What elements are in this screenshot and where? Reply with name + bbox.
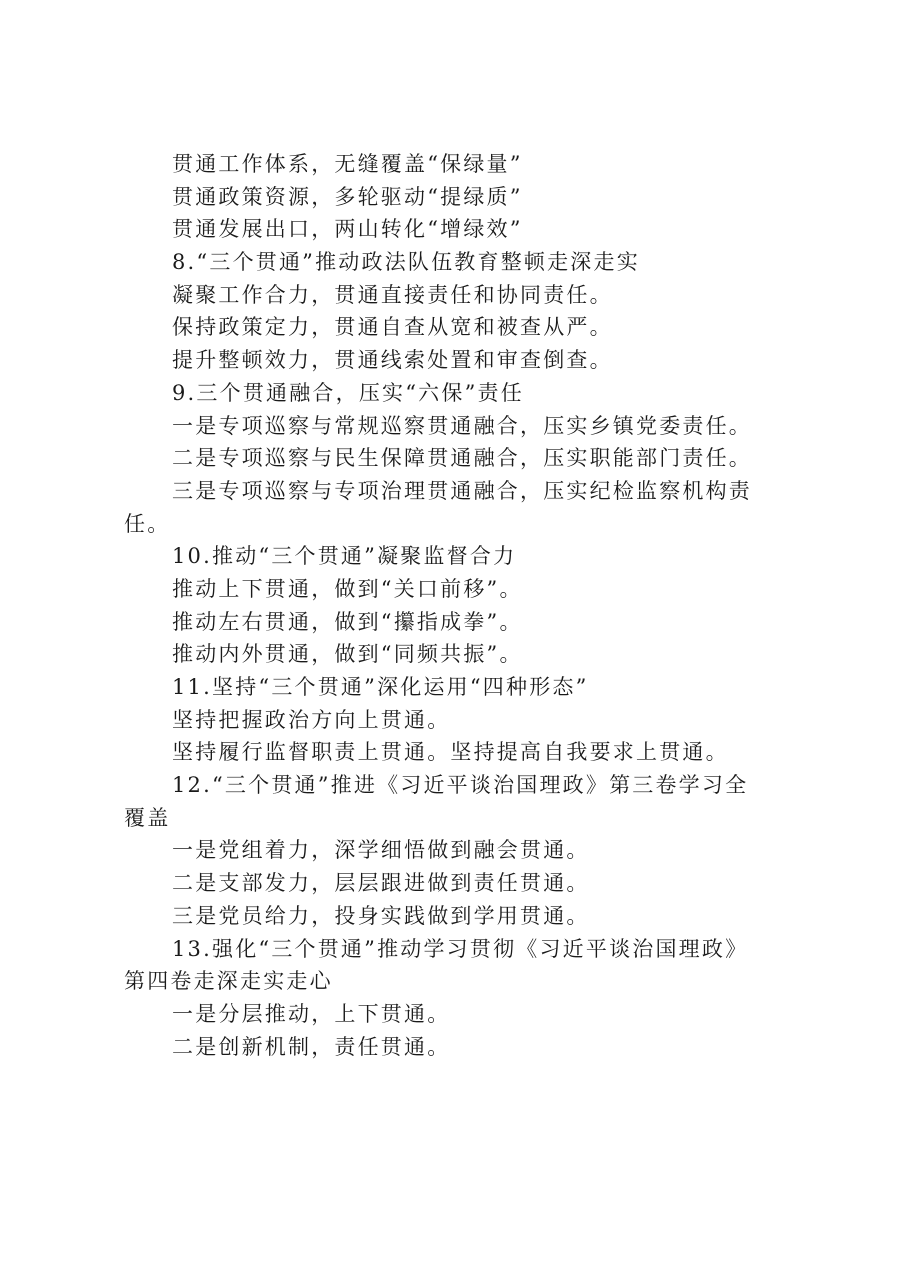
text-line: 推动上下贯通，做到“关口前移”。 xyxy=(172,576,523,601)
text-line: 三是党员给力，投身实践做到学用贯通。 xyxy=(172,903,590,928)
text-line: 一是专项巡察与常规巡察贯通融合，压实乡镇党委责任。 xyxy=(172,413,752,438)
text-line: 坚持履行监督职责上贯通。坚持提高自我要求上贯通。 xyxy=(172,740,729,765)
text-line: 凝聚工作合力，贯通直接责任和协同责任。 xyxy=(172,282,613,307)
section-heading: 10.推动“三个贯通”凝聚监督合力 xyxy=(172,544,517,569)
text-line: 一是党组着力，深学细悟做到融会贯通。 xyxy=(172,838,590,863)
text-line: 一是分层推动，上下贯通。 xyxy=(172,1001,451,1026)
section-heading: 13.强化“三个贯通”推动学习贯彻《习近平谈治国理政》 xyxy=(172,936,749,961)
text-line: 推动左右贯通，做到“攥指成拳”。 xyxy=(172,609,523,634)
section-heading: 9.三个贯通融合，压实“六保”责任 xyxy=(172,380,524,405)
section-heading: 11.坚持“三个贯通”深化运用“四种形态” xyxy=(172,675,589,699)
text-line: 提升整顿效力，贯通线索处置和审查倒查。 xyxy=(172,348,613,373)
section-heading: 8.“三个贯通”推动政法队伍教育整顿走深走实 xyxy=(172,250,640,275)
text-line: 坚持把握政治方向上贯通。 xyxy=(172,707,451,732)
text-line: 二是专项巡察与民生保障贯通融合，压实职能部门责任。 xyxy=(172,446,752,471)
text-line: 二是支部发力，层层跟进做到责任贯通。 xyxy=(172,871,590,896)
text-line: 三是专项巡察与专项治理贯通融合，压实纪检监察机构责 xyxy=(172,478,752,503)
text-line: 贯通发展出口，两山转化“增绿效” xyxy=(172,217,523,242)
text-line: 二是创新机制，责任贯通。 xyxy=(172,1034,451,1059)
section-heading-continuation: 覆盖 xyxy=(124,805,171,830)
text-line: 保持政策定力，贯通自查从宽和被查从严。 xyxy=(172,315,613,340)
section-heading: 12.“三个贯通”推进《习近平谈治国理政》第三卷学习全 xyxy=(172,773,749,798)
document-body xyxy=(124,148,804,1063)
text-line: 贯通政策资源，多轮驱动“提绿质” xyxy=(172,184,523,209)
text-line: 贯通工作体系，无缝覆盖“保绿量” xyxy=(172,152,523,176)
section-heading-continuation: 第四卷走深走实走心 xyxy=(124,969,333,994)
text-line: 推动内外贯通，做到“同频共振”。 xyxy=(172,642,523,667)
text-line-continuation: 任。 xyxy=(124,511,171,536)
